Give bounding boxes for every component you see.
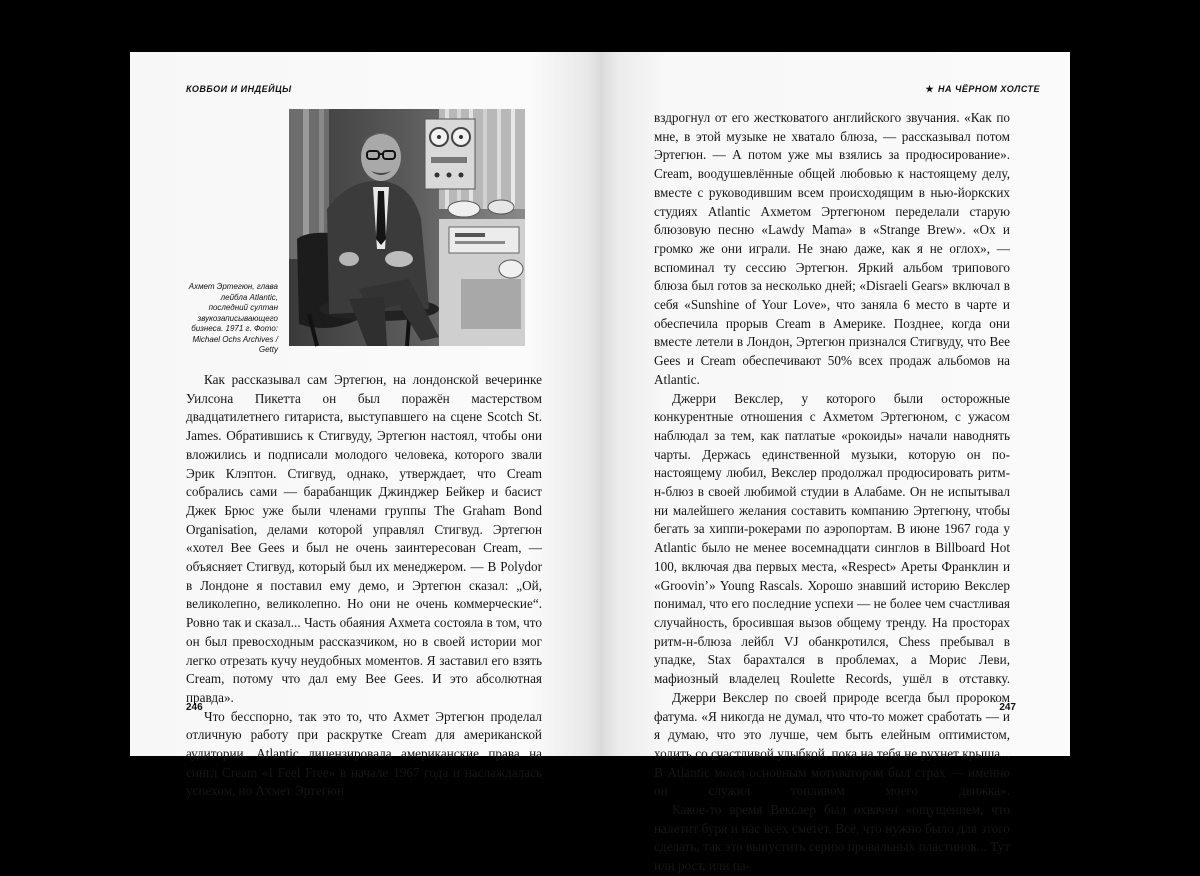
body-text-left: [186, 371, 542, 801]
page-number-right: 247: [999, 702, 1016, 713]
running-head-right: [925, 84, 1040, 95]
portrait-photo: [289, 109, 525, 346]
paragraph: Джерри Векслер по своей природе всегда был пророком фатума. «Я никогда не думал, что что-то может сработать — и я думаю, что это лучше, чем быть елейным оптимистом, ходить со счастливой улыбкой, пока на тебя не рухнет крыша... В Atlantic моим основным мотиватором был страх — именно он служил топливом моего движка».: [654, 689, 1010, 799]
photo-caption: Ахмет Эртегюн, глава лейбла Atlantic, последний султан звукозаписывающего бизнеса. 1971 г. Фото: Michael Ochs Archives / Getty: [188, 282, 278, 354]
paragraph: Как рассказывал сам Эртегюн, на лондонской вечеринке Уилсона Пикетта он был поражён мастерством двадцатилетнего гитариста, выступавшего на сцене Scotch St. James. Обратившись к Стигвуду, Эртегюн настоял, чтобы они вложились и подписали молодого человека, которого звали Эрик Клэптон. Стигвуд, однако, утверждает, что Cream собрались сами — барабанщик Джинджер Бейкер и басист Джек Брюс уже были членами группы The Graham Bond Organisation, делами которой управлял Стигвуд. Эртегюн «хотел Bee Gees и был не очень заинтересован Cream, — объясняет Стигвуд, который был их менеджером. — В Polydor в Лондоне я поставил ему демо, и Эртегюн сказал: „Ой, великолепно, великолепно. Но они не очень коммерческие“. Ровно так и сказал... Часть обаяния Ахмета состояла в том, что он был превосходным рассказчиком, но в своей истории мог легко отрезать кучу неудобных моментов. Я заставил его взять Cream, потому что дал ему Bee Gees. И это абсолютная правда».: [186, 372, 542, 705]
book-spread: [130, 52, 1070, 874]
paragraph: Джерри Векслер, у которого были осторожные конкурентные отношения с Ахметом Эртегюном, с ужасом наблюдал за тем, как патлатые «рокоиды» начали наводнять чарты. Держась единственной музыки, которую он по-настоящему любил, Векслер продолжал продюсировать ритм-н-блюз в своей любимой студии в Алабаме. Он не испытывал ни малейшего желания составить компанию Эртегюну, чтобы бегать за хиппи-рокерами по аэропортам. В июне 1967 года у Atlantic было не менее восемнадцати синглов в Billboard Hot 100, включая два первых места, «Respect» Ареты Франклин и «Groovin’» Young Rascals. Хорошо знавший историю Векслер понимал, что его последние успехи — не более чем счастливая случайность, бросившая вызов общему тренду. На просторах ритм-н-блюза лейбл VJ обанкротился, Chess пребывал в упадке, Stax барахтался в проблемах, а Морис Леви, мафиозный владелец Roulette Records, ушёл в отставку.: [654, 390, 1010, 687]
page-number-left: 246: [186, 702, 203, 713]
running-head-right-label: НА ЧЁРНОМ ХОЛСТЕ: [938, 84, 1040, 94]
paragraph: вздрогнул от его жестковатого английского звучания. «Как по мне, в этой музыке не хватало блюза, — рассказывал потом Эртегюн. — А потом уже мы взялись за продюсирование». Cream, воодушевлённые общей любовью к настоящему делу, вместе с руководившим всем происходящим в нью-йоркских студиях Atlantic Ахметом Эртегюном переделали старую блюзовую песню «Lawdy Mama» в «Strange Brew». «Ох и громко же они играли. Не знаю даже, как я не оглох», — вспоминал ту сессию Эртегюн. Яркий альбом трипового блюза был готов за несколько дней; «Disraeli Gears» включал в себя «Sunshine of Your Love», что заняла 6 место в чарте и обеспечила прорыв Cream в Америке. Позднее, когда они вместе летели в Лондон, Эртегюн признался Стигвуду, что Bee Gees и Cream обеспечивают 50% всех продаж альбомов на Atlantic.: [654, 110, 1010, 387]
left-page: [130, 52, 600, 799]
running-head-left: КОВБОИ И ИНДЕЙЦЫ: [186, 84, 292, 94]
paragraph: Какое-то время Векслер был охвачен «ощущением, что налетит буря и нас всех сметёт. Всё, что нужно было для этого сделать, так это выпустить серию провальных пластинок... Тут или рост, или па-: [654, 802, 1010, 874]
star-icon: ★: [925, 84, 935, 94]
body-text-right: [654, 109, 1010, 876]
right-page: [600, 52, 1070, 874]
portrait-photo-illustration: [289, 109, 525, 346]
paragraph: Что бесспорно, так это то, что Ахмет Эртегюн проделал отличную работу при раскрутке Cream для американской аудитории. Atlantic лицензировала американские права на сингл Cream «I Feel Free» в начале 1967 года и наслаждалась успехом, но Ахмет Эртегюн: [186, 708, 542, 799]
